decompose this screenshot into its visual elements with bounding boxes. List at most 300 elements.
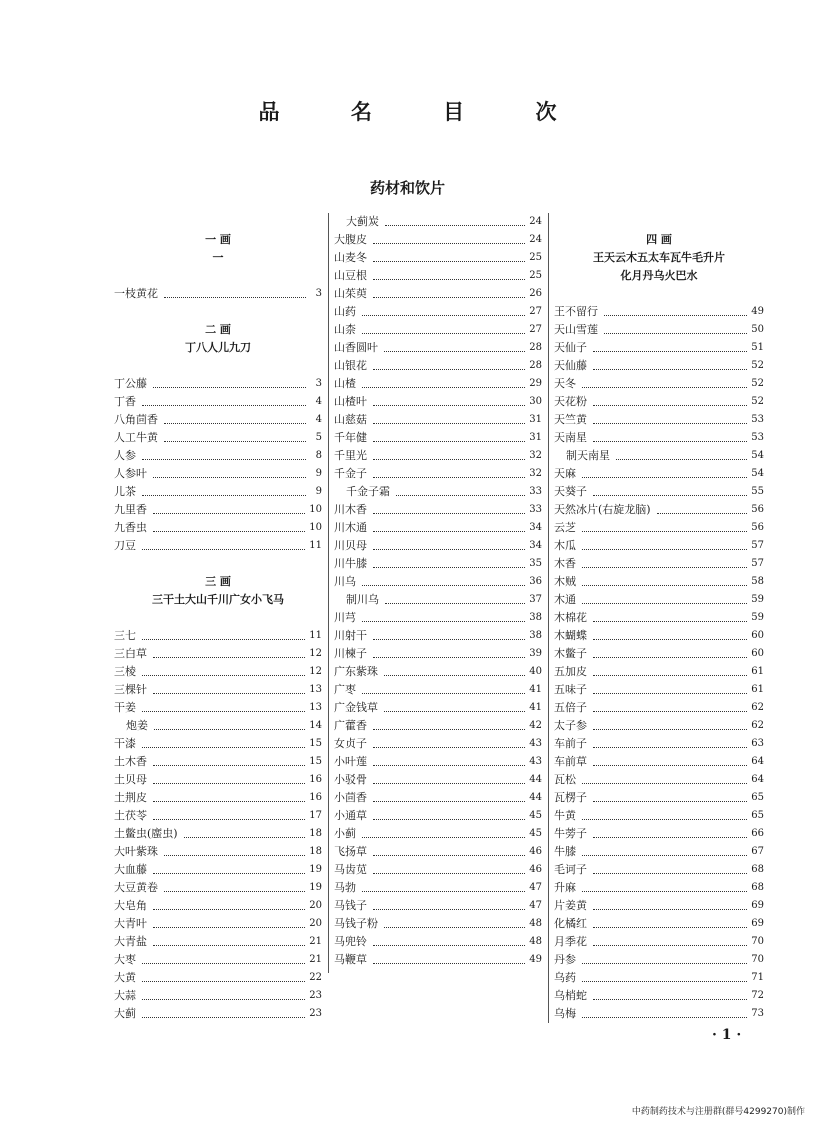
toc-entry[interactable] [554,591,764,609]
dot-leader [582,855,747,856]
toc-entry[interactable] [334,393,542,411]
toc-entry[interactable] [114,969,322,987]
toc-entry[interactable] [554,555,764,573]
toc-entry[interactable] [334,771,542,789]
entry-page: 57 [751,558,764,569]
entry-page: 10 [309,504,322,515]
toc-entry[interactable] [334,717,542,735]
dot-leader [142,747,305,748]
entry-page: 45 [529,828,542,839]
toc-entry[interactable] [554,735,764,753]
entry-name: 乌梅 [554,1007,576,1020]
entry-page: 57 [751,540,764,551]
toc-entry[interactable] [554,843,764,861]
entry-page: 19 [309,864,322,875]
entry-page: 72 [751,990,764,1001]
entry-name: 丁香 [114,395,136,408]
toc-entry[interactable] [114,879,322,897]
toc-entry[interactable] [334,555,542,573]
entry-name: 大青盐 [114,935,147,948]
toc-entry[interactable] [334,519,542,537]
entry-page: 8 [315,450,322,461]
dot-leader [593,495,747,496]
toc-entry[interactable] [554,1005,764,1023]
toc-entry[interactable] [334,501,542,519]
toc-entry[interactable] [114,753,322,771]
entry-page: 41 [529,702,542,713]
toc-entry[interactable] [334,789,542,807]
dot-leader [184,837,306,838]
entry-page: 33 [529,486,542,497]
toc-entry[interactable] [554,645,764,663]
toc-entry[interactable] [334,573,542,591]
toc-entry[interactable] [114,393,322,411]
toc-entry[interactable] [334,447,542,465]
entry-name: 丁公藤 [114,377,147,390]
toc-entry[interactable] [554,753,764,771]
toc-entry[interactable] [334,429,542,447]
toc-entry[interactable] [554,375,764,393]
dot-leader [153,657,305,658]
dot-leader [593,369,747,370]
entry-name: 木香 [554,557,576,570]
toc-entry[interactable] [334,825,542,843]
toc-entry[interactable] [114,429,322,447]
entry-name: 乌梢蛇 [554,989,587,1002]
toc-entry[interactable] [334,897,542,915]
toc-entry[interactable] [334,303,542,321]
toc-entry[interactable] [334,933,542,951]
toc-entry[interactable] [334,465,542,483]
entry-page: 42 [529,720,542,731]
entry-name: 升麻 [554,881,576,894]
entry-name: 天竺黄 [554,413,587,426]
entry-page: 17 [309,810,322,821]
dot-leader [362,585,525,586]
entry-name: 太子参 [554,719,587,732]
entry-page: 43 [529,738,542,749]
toc-entry[interactable] [114,825,322,843]
entry-name: 牛蒡子 [554,827,587,840]
entry-name: 大黄 [114,971,136,984]
dot-leader [142,459,306,460]
toc-entry[interactable] [114,1005,322,1023]
dot-leader [164,855,305,856]
toc-entry[interactable] [554,807,764,825]
dot-leader [593,423,747,424]
entry-name: 一枝黄花 [114,287,158,300]
entry-name: 人参 [114,449,136,462]
toc-entry[interactable] [114,285,322,303]
entry-page: 52 [751,378,764,389]
dot-leader [373,405,525,406]
dot-leader [373,657,525,658]
toc-entry[interactable] [114,447,322,465]
dot-leader [362,837,525,838]
toc-entry[interactable] [554,717,764,735]
toc-entry[interactable] [334,591,542,609]
entry-name: 牛膝 [554,845,576,858]
entry-name: 五加皮 [554,665,587,678]
toc-entry[interactable] [554,879,764,897]
dot-leader [142,1017,305,1018]
toc-entry[interactable] [334,231,542,249]
entry-name: 天麻 [554,467,576,480]
initial-characters: 王天云木五太车瓦牛毛升片 [593,251,725,264]
toc-entry[interactable] [554,969,764,987]
toc-entry[interactable] [334,609,542,627]
dot-leader [593,909,747,910]
toc-entry[interactable] [334,807,542,825]
dot-leader [164,891,305,892]
initial-characters: 丁八人儿九刀 [185,341,251,354]
entry-page: 15 [309,756,322,767]
entry-page: 45 [529,810,542,821]
dot-leader [153,783,305,784]
entry-page: 43 [529,756,542,767]
entry-page: 49 [751,306,764,317]
entry-name: 五倍子 [554,701,587,714]
toc-entry[interactable] [554,699,764,717]
toc-entry[interactable] [554,951,764,969]
entry-page: 52 [751,360,764,371]
dot-leader [153,801,305,802]
toc-entry[interactable] [554,519,764,537]
toc-entry[interactable] [554,933,764,951]
initial-characters: 化月丹乌火巴水 [620,269,698,282]
toc-entry[interactable] [554,789,764,807]
dot-leader [153,531,305,532]
toc-entry[interactable] [114,771,322,789]
entry-page: 69 [751,900,764,911]
toc-entry[interactable] [334,879,542,897]
entry-name: 千年健 [334,431,367,444]
entry-page: 10 [309,522,322,533]
toc-entry[interactable] [554,987,764,1005]
entry-name: 天冬 [554,377,576,390]
toc-entry[interactable] [334,627,542,645]
toc-entry[interactable] [554,303,764,321]
dot-leader [373,801,525,802]
toc-entry[interactable] [334,321,542,339]
entry-name: 川射干 [334,629,367,642]
entry-page: 70 [751,936,764,947]
spacer [114,555,322,573]
entry-page: 21 [309,936,322,947]
toc-entry[interactable] [334,213,542,231]
toc-entry[interactable] [334,411,542,429]
entry-page: 48 [529,918,542,929]
entry-name: 女贞子 [334,737,367,750]
entry-name: 天仙子 [554,341,587,354]
entry-page: 9 [315,486,322,497]
toc-entry[interactable] [114,843,322,861]
toc-entry[interactable] [554,609,764,627]
toc-entry[interactable] [114,933,322,951]
entry-name: 大豆黄卷 [114,881,158,894]
dot-leader [362,315,525,316]
dot-leader [593,657,747,658]
spacer [554,285,764,303]
toc-entry[interactable] [114,465,322,483]
entry-name: 五味子 [554,683,587,696]
entry-name: 土木香 [114,755,147,768]
entry-name: 马齿苋 [334,863,367,876]
entry-page: 16 [309,792,322,803]
toc-entry[interactable] [554,483,764,501]
toc-entry[interactable] [554,501,764,519]
toc-entry[interactable] [334,537,542,555]
entry-name: 人参叶 [114,467,147,480]
toc-entry[interactable] [554,627,764,645]
entry-page: 4 [315,414,322,425]
dot-leader [373,945,525,946]
entry-page: 40 [529,666,542,677]
toc-entry[interactable] [114,411,322,429]
dot-leader [373,855,525,856]
dot-leader [593,405,747,406]
entry-page: 64 [751,756,764,767]
toc-entry[interactable] [334,483,542,501]
toc-entry[interactable] [554,411,764,429]
toc-entry[interactable] [334,843,542,861]
stroke-count-heading: 二 画 [205,323,231,336]
toc-entry[interactable] [554,537,764,555]
dot-leader [373,297,525,298]
toc-entry[interactable] [114,915,322,933]
entry-page: 32 [529,450,542,461]
entry-page: 25 [529,270,542,281]
entry-page: 35 [529,558,542,569]
entry-page: 14 [309,720,322,731]
entry-name: 川楝子 [334,647,367,660]
entry-name: 马钱子 [334,899,367,912]
toc-entry[interactable] [554,429,764,447]
footer-credit: 中药制药技术与注册群(群号4299270)制作 [631,1107,805,1117]
toc-entry[interactable] [114,789,322,807]
toc-entry[interactable] [554,465,764,483]
entry-name: 木鳖子 [554,647,587,660]
toc-entry[interactable] [554,681,764,699]
toc-entry[interactable] [334,645,542,663]
entry-name: 山楂 [334,377,356,390]
entry-name: 毛诃子 [554,863,587,876]
entry-name: 千金子霜 [346,485,390,498]
toc-entry[interactable] [554,357,764,375]
entry-page: 66 [751,828,764,839]
spacer [114,357,322,375]
toc-entry[interactable] [114,951,322,969]
toc-entry[interactable] [114,483,322,501]
entry-name: 云芝 [554,521,576,534]
entry-name: 车前草 [554,755,587,768]
entry-page: 49 [529,954,542,965]
dot-leader [153,945,305,946]
entry-page: 58 [751,576,764,587]
entry-name: 三棵针 [114,683,147,696]
dot-leader [362,333,525,334]
entry-name: 人工牛黄 [114,431,158,444]
toc-entry[interactable] [114,663,322,681]
dot-leader [384,927,525,928]
entry-page: 22 [309,972,322,983]
dot-leader [142,999,305,1000]
entry-page: 31 [529,414,542,425]
dot-leader [582,1017,747,1018]
entry-page: 56 [751,522,764,533]
toc-entry[interactable] [334,285,542,303]
entry-name: 瓦楞子 [554,791,587,804]
toc-entry[interactable] [334,249,542,267]
spacer [114,267,322,285]
toc-entry[interactable] [554,861,764,879]
dot-leader [582,567,747,568]
dot-leader [593,441,747,442]
entry-name: 木通 [554,593,576,606]
toc-entry[interactable] [334,663,542,681]
entry-page: 12 [309,648,322,659]
entry-page: 9 [315,468,322,479]
dot-leader [164,441,306,442]
toc-entry[interactable] [554,447,764,465]
toc-entry[interactable] [334,735,542,753]
entry-name: 马勃 [334,881,356,894]
toc-entry[interactable] [334,699,542,717]
entry-name: 大皂角 [114,899,147,912]
toc-entry[interactable] [334,861,542,879]
entry-page: 53 [751,414,764,425]
entry-page: 25 [529,252,542,263]
dot-leader [153,927,305,928]
entry-page: 16 [309,774,322,785]
entry-page: 60 [751,630,764,641]
toc-entry[interactable] [334,753,542,771]
entry-page: 54 [751,468,764,479]
entry-name: 大血藤 [114,863,147,876]
entry-name: 木贼 [554,575,576,588]
dot-leader [593,747,747,748]
toc-entry[interactable] [114,501,322,519]
entry-name: 大蒜 [114,989,136,1002]
entry-name: 天仙藤 [554,359,587,372]
toc-entry[interactable] [554,393,764,411]
dot-leader [373,963,525,964]
toc-entry[interactable] [334,267,542,285]
toc-entry[interactable] [334,339,542,357]
entry-page: 46 [529,846,542,857]
dot-leader [153,873,305,874]
toc-entry[interactable] [554,771,764,789]
dot-leader [164,423,306,424]
toc-entry[interactable] [114,807,322,825]
toc-entry[interactable] [114,645,322,663]
toc-entry[interactable] [554,897,764,915]
entry-page: 27 [529,324,542,335]
dot-leader [373,729,525,730]
dot-leader [593,927,747,928]
toc-entry[interactable] [114,681,322,699]
toc-entry[interactable] [334,375,542,393]
toc-entry[interactable] [114,699,322,717]
toc-entry[interactable] [554,915,764,933]
toc-entry[interactable] [114,735,322,753]
dot-leader [593,711,747,712]
entry-name: 广藿香 [334,719,367,732]
entry-page: 62 [751,702,764,713]
entry-page: 24 [529,216,542,227]
dot-leader [582,477,747,478]
toc-entry[interactable] [334,951,542,969]
dot-leader [153,693,305,694]
toc-entry[interactable] [114,519,322,537]
toc-entry[interactable] [114,627,322,645]
dot-leader [142,549,305,550]
toc-entry[interactable] [554,825,764,843]
entry-page: 39 [529,648,542,659]
dot-leader [373,459,525,460]
entry-page: 47 [529,882,542,893]
entry-page: 20 [309,918,322,929]
dot-leader [593,999,747,1000]
toc-entry[interactable] [334,915,542,933]
entry-page: 51 [751,342,764,353]
entry-page: 13 [309,684,322,695]
dot-leader [153,477,306,478]
dot-leader [593,729,747,730]
entry-page: 4 [315,396,322,407]
entry-name: 广东紫珠 [334,665,378,678]
entry-name: 川芎 [334,611,356,624]
dot-leader [384,675,525,676]
dot-leader [373,873,525,874]
dot-leader [142,495,306,496]
toc-entry[interactable] [114,375,322,393]
toc-entry[interactable] [114,897,322,915]
toc-entry[interactable] [554,573,764,591]
toc-entry[interactable] [554,339,764,357]
entry-page: 59 [751,612,764,623]
dot-leader [373,747,525,748]
dot-leader [362,621,525,622]
dot-leader [385,603,525,604]
entry-name: 制天南星 [566,449,610,462]
toc-entry[interactable] [554,663,764,681]
entry-name: 川木香 [334,503,367,516]
toc-entry[interactable] [114,717,322,735]
toc-entry[interactable] [114,861,322,879]
toc-entry[interactable] [334,357,542,375]
toc-entry[interactable] [334,681,542,699]
entry-page: 20 [309,900,322,911]
toc-entry[interactable] [114,537,322,555]
toc-entry[interactable] [114,987,322,1005]
dot-leader [593,621,747,622]
entry-name: 川牛膝 [334,557,367,570]
toc-entry[interactable] [554,321,764,339]
dot-leader [582,603,747,604]
spacer [114,303,322,321]
entry-page: 11 [309,540,322,551]
entry-name: 九香虫 [114,521,147,534]
entry-name: 小驳骨 [334,773,367,786]
entry-name: 山楂叶 [334,395,367,408]
initial-characters: 三干土大山千川广女小飞马 [152,593,284,606]
entry-name: 天花粉 [554,395,587,408]
dot-leader [582,981,747,982]
dot-leader [593,351,747,352]
entry-name: 三白草 [114,647,147,660]
dot-leader [604,315,747,316]
